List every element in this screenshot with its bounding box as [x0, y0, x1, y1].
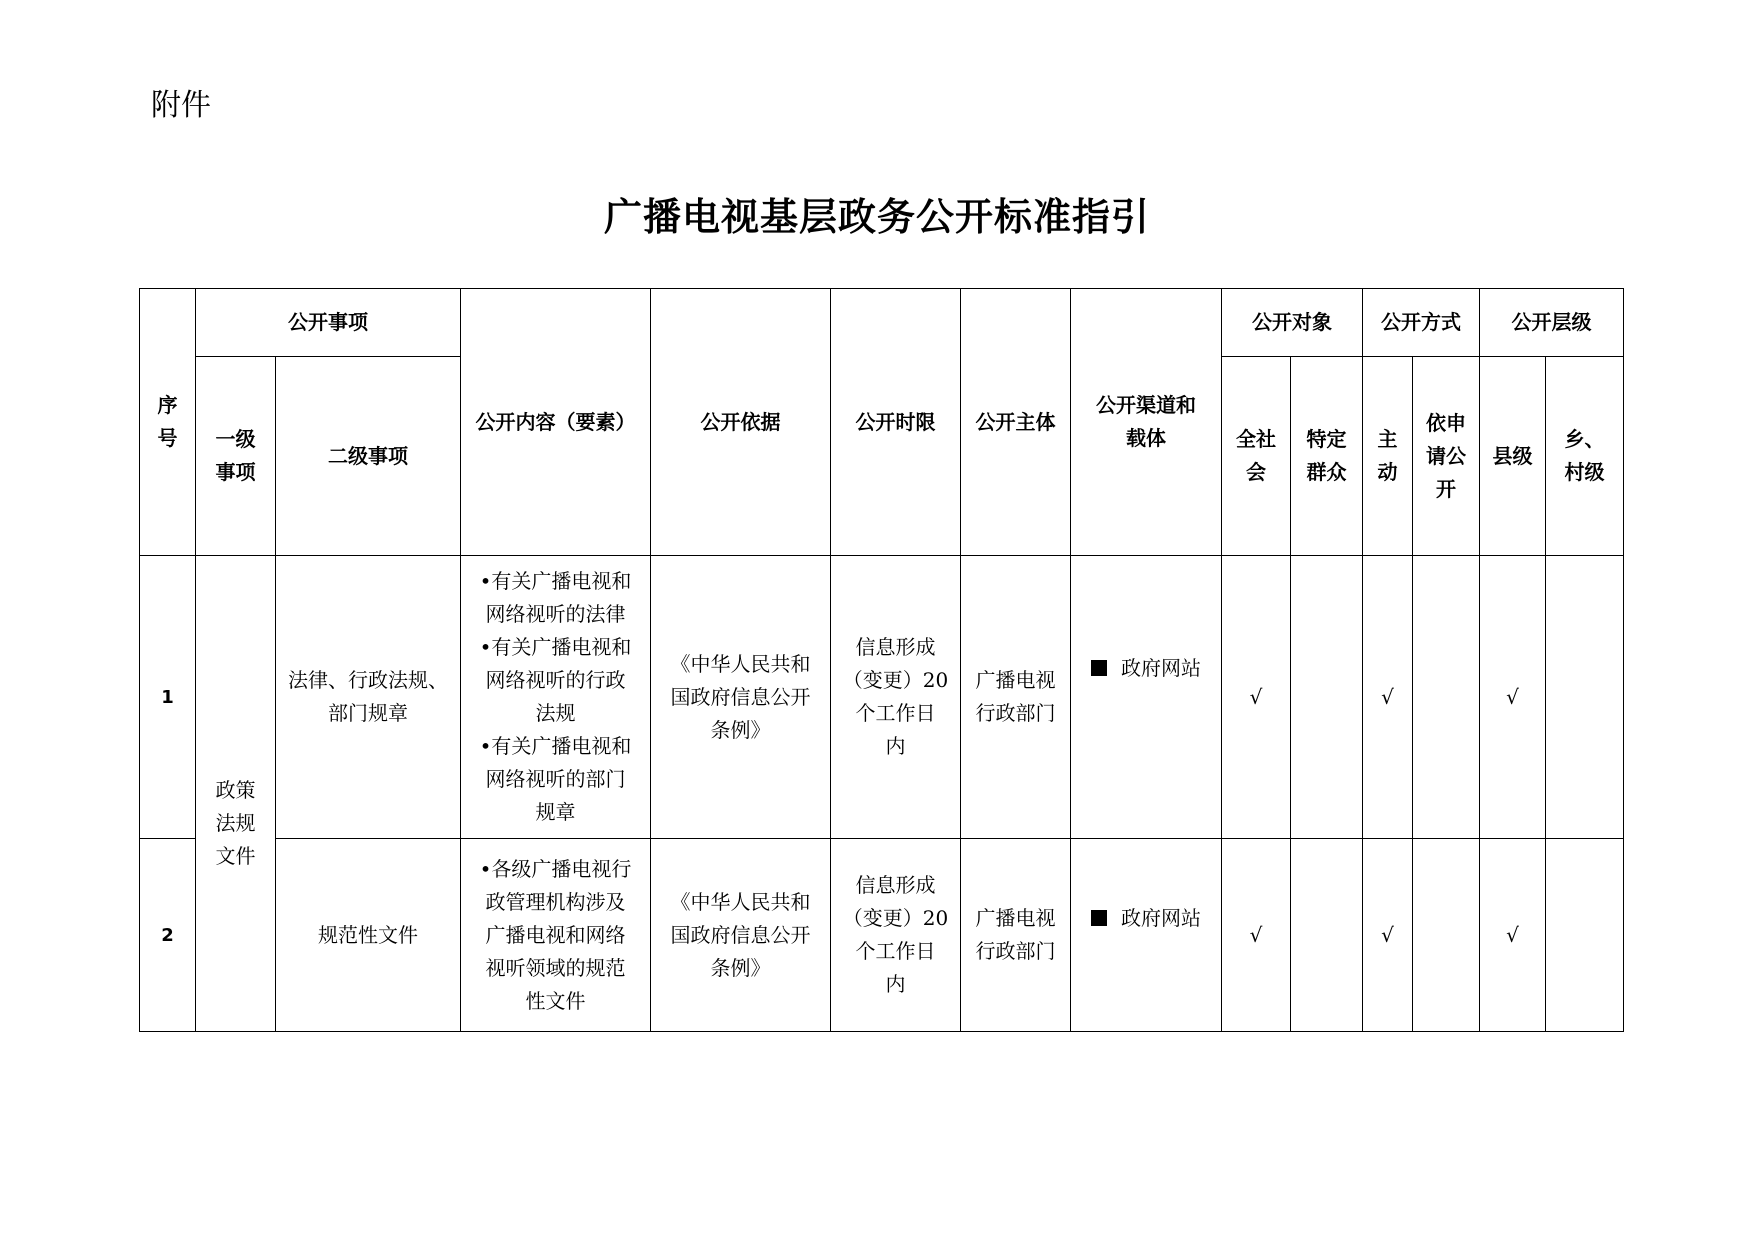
header-level1: 一级 事项 [196, 357, 276, 556]
target-all-check: √ [1222, 839, 1291, 1032]
subject-cell: 广播电视 行政部门 [961, 839, 1071, 1032]
level2-item-cell: 规范性文件 [276, 839, 461, 1032]
level-county-check: √ [1480, 556, 1546, 839]
header-target-group: 公开对象 [1222, 289, 1363, 357]
header-level-county: 县级 [1480, 357, 1546, 556]
channel-cell [1071, 839, 1222, 1032]
subject-cell: 广播电视 行政部门 [961, 556, 1071, 839]
target-specific-check [1291, 839, 1363, 1032]
level1-item-cell: 政策 法规 文件 [196, 556, 276, 1032]
method-active-check: √ [1363, 556, 1413, 839]
filled-square-icon [1091, 660, 1107, 676]
row-seq: 2 [140, 839, 196, 1032]
content-cell: •有关广播电视和 网络视听的法律 •有关广播电视和 网络视听的行政 法规 •有关广播电视和 网络视听的部门 规章 [461, 556, 651, 839]
table-row [140, 556, 1624, 839]
row-seq: 1 [140, 556, 196, 839]
header-subject: 公开主体 [961, 289, 1071, 556]
header-basis: 公开依据 [651, 289, 831, 556]
level-township-check [1546, 839, 1624, 1032]
basis-cell: 《中华人民共和 国政府信息公开 条例》 [651, 839, 831, 1032]
header-channel: 公开渠道和 载体 [1071, 289, 1222, 556]
header-target-specific: 特定 群众 [1291, 357, 1363, 556]
content-cell: •各级广播电视行 政管理机构涉及 广播电视和网络 视听领域的规范 性文件 [461, 839, 651, 1032]
level-county-check: √ [1480, 839, 1546, 1032]
header-target-all: 全社 会 [1222, 357, 1291, 556]
table-row [140, 839, 1624, 1032]
channel-label: 政府网站 [1121, 906, 1201, 930]
header-level-group: 公开层级 [1480, 289, 1624, 357]
attachment-label: 附件 [151, 88, 211, 123]
target-specific-check [1291, 556, 1363, 839]
level2-item-cell: 法律、行政法规、 部门规章 [276, 556, 461, 839]
header-method-request: 依申 请公 开 [1413, 357, 1480, 556]
filled-square-icon [1091, 910, 1107, 926]
document-title: 广播电视基层政务公开标准指引 [603, 194, 1150, 239]
target-all-check: √ [1222, 556, 1291, 839]
header-level2: 二级事项 [276, 357, 461, 556]
method-active-check: √ [1363, 839, 1413, 1032]
channel-label: 政府网站 [1121, 656, 1201, 680]
method-request-check [1413, 556, 1480, 839]
level-township-check [1546, 556, 1624, 839]
time-limit-cell: 信息形成 （变更）20 个工作日 内 [831, 839, 961, 1032]
header-content: 公开内容（要素） [461, 289, 651, 556]
header-seq: 序 号 [140, 289, 196, 556]
channel-cell [1071, 556, 1222, 839]
header-level-township: 乡、 村级 [1546, 357, 1624, 556]
header-time-limit: 公开时限 [831, 289, 961, 556]
header-disclosure-matters: 公开事项 [196, 289, 461, 357]
header-method-active: 主 动 [1363, 357, 1413, 556]
method-request-check [1413, 839, 1480, 1032]
disclosure-guide-table [139, 288, 1624, 1032]
header-method-group: 公开方式 [1363, 289, 1480, 357]
basis-cell: 《中华人民共和 国政府信息公开 条例》 [651, 556, 831, 839]
header-row-1 [140, 289, 1624, 357]
time-limit-cell: 信息形成 （变更）20 个工作日 内 [831, 556, 961, 839]
